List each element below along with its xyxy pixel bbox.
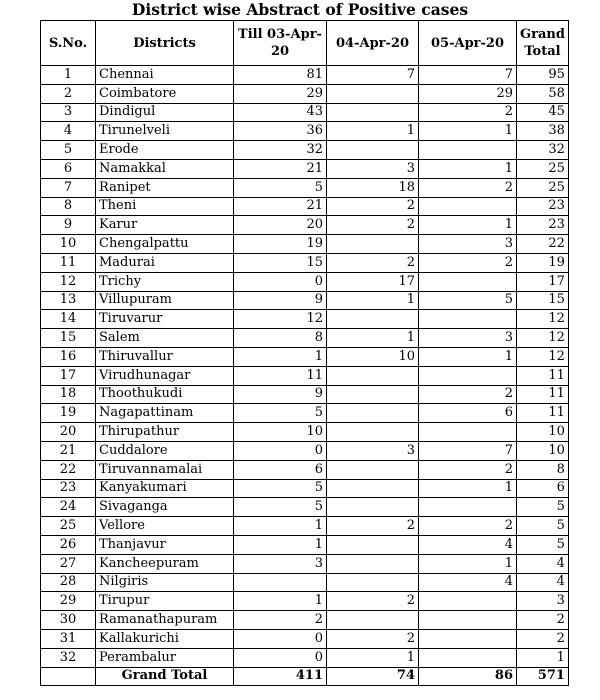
- apr-05-value: [419, 366, 517, 385]
- sno-cell: 20: [41, 423, 96, 442]
- grand-total-value: 25: [517, 178, 569, 197]
- apr-04-value: [327, 141, 419, 160]
- district-name: Ramanathapuram: [96, 611, 234, 630]
- till-03-apr-value: 36: [234, 122, 327, 141]
- total-sno-cell: [41, 667, 96, 686]
- till-03-apr-value: 5: [234, 404, 327, 423]
- apr-04-value: [327, 611, 419, 630]
- sno-cell: 10: [41, 235, 96, 254]
- header-05-apr: 05-Apr-20: [419, 21, 517, 66]
- header-04-apr: 04-Apr-20: [327, 21, 419, 66]
- sno-cell: 6: [41, 159, 96, 178]
- grand-total-value: 95: [517, 66, 569, 85]
- apr-04-value: [327, 535, 419, 554]
- table-row: [41, 554, 569, 573]
- table-row: [41, 66, 569, 85]
- grand-total-value: 5: [517, 535, 569, 554]
- till-03-apr-value: 12: [234, 310, 327, 329]
- apr-04-value: [327, 385, 419, 404]
- sno-cell: 31: [41, 629, 96, 648]
- apr-04-value: 18: [327, 178, 419, 197]
- till-03-apr-value: 8: [234, 329, 327, 348]
- apr-05-value: [419, 648, 517, 667]
- district-name: Thirupathur: [96, 423, 234, 442]
- district-name: Tiruvarur: [96, 310, 234, 329]
- sno-cell: 8: [41, 197, 96, 216]
- till-03-apr-value: [234, 573, 327, 592]
- apr-04-value: 1: [327, 648, 419, 667]
- till-03-apr-value: 1: [234, 535, 327, 554]
- district-name: Chennai: [96, 66, 234, 85]
- sno-cell: 18: [41, 385, 96, 404]
- apr-05-value: 7: [419, 441, 517, 460]
- apr-05-value: [419, 423, 517, 442]
- district-name: Tirunelveli: [96, 122, 234, 141]
- grand-total-value: 12: [517, 329, 569, 348]
- table-row: [41, 648, 569, 667]
- apr-04-value: [327, 235, 419, 254]
- district-name: Tiruvannamalai: [96, 460, 234, 479]
- sno-cell: 4: [41, 122, 96, 141]
- total-till: 411: [234, 667, 327, 686]
- apr-05-value: 4: [419, 535, 517, 554]
- sno-cell: 15: [41, 329, 96, 348]
- table-row: [41, 141, 569, 160]
- sno-cell: 17: [41, 366, 96, 385]
- grand-total-value: 19: [517, 253, 569, 272]
- apr-05-value: 3: [419, 329, 517, 348]
- apr-04-value: 2: [327, 629, 419, 648]
- district-name: Tirupur: [96, 592, 234, 611]
- apr-04-value: 7: [327, 66, 419, 85]
- apr-05-value: 1: [419, 347, 517, 366]
- till-03-apr-value: 15: [234, 253, 327, 272]
- sno-cell: 22: [41, 460, 96, 479]
- apr-05-value: 2: [419, 460, 517, 479]
- grand-total-value: 23: [517, 197, 569, 216]
- apr-05-value: 2: [419, 103, 517, 122]
- till-03-apr-value: 5: [234, 498, 327, 517]
- apr-04-value: [327, 84, 419, 103]
- till-03-apr-value: 29: [234, 84, 327, 103]
- apr-04-value: 2: [327, 216, 419, 235]
- apr-04-value: [327, 423, 419, 442]
- table-row: [41, 310, 569, 329]
- header-grand-total: Grand Total: [517, 21, 569, 66]
- apr-05-value: 5: [419, 291, 517, 310]
- table-row: [41, 347, 569, 366]
- table-row: [41, 329, 569, 348]
- till-03-apr-value: 2: [234, 611, 327, 630]
- apr-05-value: 1: [419, 159, 517, 178]
- total-label: Grand Total: [96, 667, 234, 686]
- apr-04-value: 3: [327, 441, 419, 460]
- grand-total-value: 5: [517, 498, 569, 517]
- sno-cell: 30: [41, 611, 96, 630]
- grand-total-value: 38: [517, 122, 569, 141]
- till-03-apr-value: 10: [234, 423, 327, 442]
- till-03-apr-value: 0: [234, 441, 327, 460]
- district-name: Dindigul: [96, 103, 234, 122]
- apr-04-value: [327, 554, 419, 573]
- till-03-apr-value: 3: [234, 554, 327, 573]
- grand-total-value: 11: [517, 404, 569, 423]
- apr-05-value: 1: [419, 122, 517, 141]
- grand-total-value: 45: [517, 103, 569, 122]
- table-row: [41, 535, 569, 554]
- sno-cell: 25: [41, 517, 96, 536]
- district-name: Villupuram: [96, 291, 234, 310]
- grand-total-value: 10: [517, 423, 569, 442]
- apr-05-value: [419, 629, 517, 648]
- grand-total-value: 4: [517, 573, 569, 592]
- apr-05-value: 4: [419, 573, 517, 592]
- district-name: Erode: [96, 141, 234, 160]
- grand-total-value: 17: [517, 272, 569, 291]
- apr-04-value: 2: [327, 592, 419, 611]
- till-03-apr-value: 21: [234, 197, 327, 216]
- sno-cell: 32: [41, 648, 96, 667]
- sno-cell: 1: [41, 66, 96, 85]
- till-03-apr-value: 81: [234, 66, 327, 85]
- grand-total-value: 11: [517, 366, 569, 385]
- apr-04-value: 1: [327, 329, 419, 348]
- total-apr04: 74: [327, 667, 419, 686]
- grand-total-value: 4: [517, 554, 569, 573]
- sno-cell: 9: [41, 216, 96, 235]
- apr-04-value: [327, 479, 419, 498]
- sno-cell: 12: [41, 272, 96, 291]
- table-row: [41, 253, 569, 272]
- district-name: Kancheepuram: [96, 554, 234, 573]
- district-name: Karur: [96, 216, 234, 235]
- till-03-apr-value: 43: [234, 103, 327, 122]
- total-apr05: 86: [419, 667, 517, 686]
- apr-05-value: 7: [419, 66, 517, 85]
- district-name: Thiruvallur: [96, 347, 234, 366]
- apr-05-value: [419, 498, 517, 517]
- till-03-apr-value: 1: [234, 347, 327, 366]
- table-row: [41, 272, 569, 291]
- table-row: [41, 423, 569, 442]
- table-row: [41, 498, 569, 517]
- apr-05-value: 1: [419, 216, 517, 235]
- sno-cell: 13: [41, 291, 96, 310]
- till-03-apr-value: 11: [234, 366, 327, 385]
- till-03-apr-value: 32: [234, 141, 327, 160]
- grand-total-value: 12: [517, 310, 569, 329]
- till-03-apr-value: 20: [234, 216, 327, 235]
- sno-cell: 29: [41, 592, 96, 611]
- grand-total-value: 8: [517, 460, 569, 479]
- sno-cell: 24: [41, 498, 96, 517]
- till-03-apr-value: 6: [234, 460, 327, 479]
- till-03-apr-value: 5: [234, 479, 327, 498]
- sno-cell: 16: [41, 347, 96, 366]
- grand-total-value: 2: [517, 629, 569, 648]
- apr-05-value: [419, 592, 517, 611]
- table-row: [41, 122, 569, 141]
- table-row: [41, 291, 569, 310]
- apr-05-value: 6: [419, 404, 517, 423]
- total-grand: 571: [517, 667, 569, 686]
- table-row: [41, 216, 569, 235]
- apr-04-value: 2: [327, 197, 419, 216]
- district-name: Thoothukudi: [96, 385, 234, 404]
- district-name: Nagapattinam: [96, 404, 234, 423]
- district-name: Thanjavur: [96, 535, 234, 554]
- apr-04-value: [327, 498, 419, 517]
- header-till-03-apr: Till 03-Apr-20: [234, 21, 327, 66]
- grand-total-value: 58: [517, 84, 569, 103]
- table-row: [41, 479, 569, 498]
- grand-total-value: 23: [517, 216, 569, 235]
- apr-04-value: 2: [327, 253, 419, 272]
- grand-total-value: 22: [517, 235, 569, 254]
- till-03-apr-value: 9: [234, 291, 327, 310]
- apr-04-value: 17: [327, 272, 419, 291]
- cases-table: [40, 20, 569, 686]
- district-name: Coimbatore: [96, 84, 234, 103]
- apr-05-value: [419, 197, 517, 216]
- district-name: Cuddalore: [96, 441, 234, 460]
- district-name: Ranipet: [96, 178, 234, 197]
- sno-cell: 23: [41, 479, 96, 498]
- district-name: Kanyakumari: [96, 479, 234, 498]
- district-name: Madurai: [96, 253, 234, 272]
- grand-total-value: 11: [517, 385, 569, 404]
- till-03-apr-value: 19: [234, 235, 327, 254]
- apr-04-value: [327, 366, 419, 385]
- district-name: Theni: [96, 197, 234, 216]
- district-name: Salem: [96, 329, 234, 348]
- apr-05-value: [419, 141, 517, 160]
- apr-04-value: [327, 404, 419, 423]
- grand-total-value: 3: [517, 592, 569, 611]
- table-row: [41, 460, 569, 479]
- sno-cell: 27: [41, 554, 96, 573]
- district-name: Chengalpattu: [96, 235, 234, 254]
- district-name: Kallakurichi: [96, 629, 234, 648]
- apr-05-value: 2: [419, 385, 517, 404]
- apr-04-value: 1: [327, 291, 419, 310]
- table-row: [41, 159, 569, 178]
- sno-cell: 28: [41, 573, 96, 592]
- apr-05-value: 2: [419, 178, 517, 197]
- table-row: [41, 235, 569, 254]
- apr-04-value: [327, 310, 419, 329]
- grand-total-value: 12: [517, 347, 569, 366]
- district-name: Trichy: [96, 272, 234, 291]
- apr-04-value: [327, 460, 419, 479]
- district-name: Namakkal: [96, 159, 234, 178]
- district-name: Virudhunagar: [96, 366, 234, 385]
- apr-05-value: 1: [419, 479, 517, 498]
- apr-04-value: 2: [327, 517, 419, 536]
- till-03-apr-value: 1: [234, 517, 327, 536]
- apr-04-value: 1: [327, 122, 419, 141]
- grand-total-value: 10: [517, 441, 569, 460]
- table-row: [41, 178, 569, 197]
- table-row: [41, 404, 569, 423]
- table-row: [41, 103, 569, 122]
- apr-04-value: [327, 573, 419, 592]
- header-sno: S.No.: [41, 21, 96, 66]
- district-name: Sivaganga: [96, 498, 234, 517]
- sno-cell: 3: [41, 103, 96, 122]
- district-name: Vellore: [96, 517, 234, 536]
- till-03-apr-value: 1: [234, 592, 327, 611]
- grand-total-value: 25: [517, 159, 569, 178]
- till-03-apr-value: 0: [234, 272, 327, 291]
- sno-cell: 5: [41, 141, 96, 160]
- apr-05-value: 2: [419, 517, 517, 536]
- table-row: [41, 573, 569, 592]
- district-name: Nilgiris: [96, 573, 234, 592]
- sno-cell: 21: [41, 441, 96, 460]
- header-row: [41, 21, 569, 66]
- apr-05-value: 2: [419, 253, 517, 272]
- apr-04-value: 10: [327, 347, 419, 366]
- apr-04-value: [327, 103, 419, 122]
- grand-total-row: [41, 667, 569, 686]
- grand-total-value: 1: [517, 648, 569, 667]
- table-row: [41, 517, 569, 536]
- sno-cell: 11: [41, 253, 96, 272]
- till-03-apr-value: 0: [234, 648, 327, 667]
- table-row: [41, 385, 569, 404]
- header-districts: Districts: [96, 21, 234, 66]
- sno-cell: 19: [41, 404, 96, 423]
- grand-total-value: 2: [517, 611, 569, 630]
- apr-05-value: [419, 272, 517, 291]
- till-03-apr-value: 5: [234, 178, 327, 197]
- table-row: [41, 441, 569, 460]
- sno-cell: 7: [41, 178, 96, 197]
- apr-04-value: 3: [327, 159, 419, 178]
- sno-cell: 2: [41, 84, 96, 103]
- grand-total-value: 5: [517, 517, 569, 536]
- table-row: [41, 197, 569, 216]
- grand-total-value: 32: [517, 141, 569, 160]
- page-title: District wise Abstract of Positive cases: [131, 0, 469, 19]
- table-row: [41, 592, 569, 611]
- table-row: [41, 629, 569, 648]
- apr-05-value: 3: [419, 235, 517, 254]
- sno-cell: 26: [41, 535, 96, 554]
- till-03-apr-value: 0: [234, 629, 327, 648]
- sno-cell: 14: [41, 310, 96, 329]
- table-row: [41, 366, 569, 385]
- district-name: Perambalur: [96, 648, 234, 667]
- apr-05-value: [419, 611, 517, 630]
- grand-total-value: 6: [517, 479, 569, 498]
- till-03-apr-value: 21: [234, 159, 327, 178]
- till-03-apr-value: 9: [234, 385, 327, 404]
- grand-total-value: 15: [517, 291, 569, 310]
- apr-05-value: 1: [419, 554, 517, 573]
- table-row: [41, 84, 569, 103]
- apr-05-value: 29: [419, 84, 517, 103]
- table-row: [41, 611, 569, 630]
- apr-05-value: [419, 310, 517, 329]
